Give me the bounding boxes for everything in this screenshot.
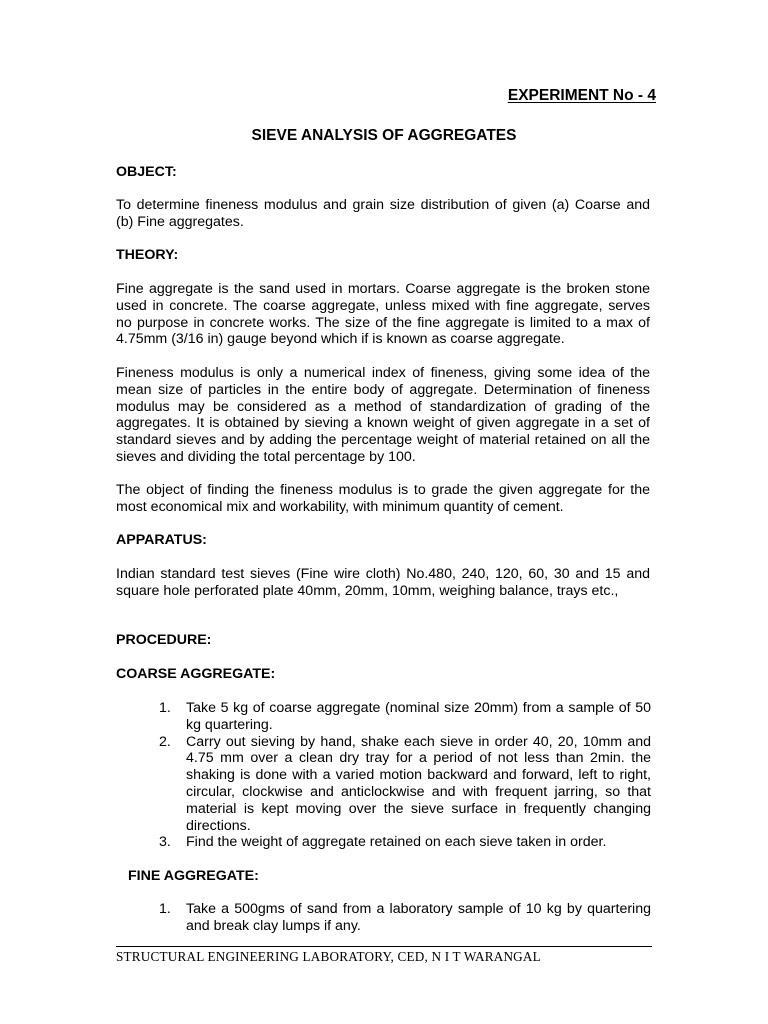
- step-text: Find the weight of aggregate retained on each sieve taken in order.: [186, 834, 607, 851]
- step-text: Carry out sieving by hand, shake each sieve in order 40, 20, 10mm and 4.75 mm over a clean dry tray for a period of not less than 2min. the shaking is done with a varied motion backward and forward, left to right, circular, clockwise and anticlockwise and with frequent jarring, so that material is kept moving over the sieve surface in frequently changing directions.: [186, 733, 651, 834]
- coarse-steps-list: [159, 700, 651, 851]
- list-item: [159, 700, 651, 734]
- step-text: Take 5 kg of coarse aggregate (nominal size 20mm) from a sample of 50 kg quartering.: [186, 700, 651, 733]
- experiment-number: EXPERIMENT No - 4: [507, 87, 656, 104]
- footer-divider: [116, 946, 652, 947]
- object-text: To determine fineness modulus and grain size distribution of given (a) Coarse and (b) Fine aggregates.: [116, 197, 650, 230]
- theory-paragraph-2: Fineness modulus is only a numerical index of fineness, giving some idea of the mean size of particles in the entire body of aggregate. Determination of fineness modulus may be considered as a method of standardization of grading of the aggregates. It is obtained by sieving a known weight of given aggregate in a set of standard sieves and by adding the percentage weight of material retained on all the sieves and dividing the total percentage by 100.: [116, 365, 650, 465]
- apparatus-text: Indian standard test sieves (Fine wire cloth) No.480, 240, 120, 60, 30 and 15 and square hole perforated plate 40mm, 20mm, 10mm, weighing balance, trays etc.,: [116, 566, 650, 599]
- coarse-aggregate-heading: COARSE AGGREGATE:: [116, 666, 276, 682]
- list-item: [159, 834, 651, 851]
- step-number: 3.: [159, 834, 171, 851]
- fine-aggregate-heading: FINE AGGREGATE:: [128, 868, 259, 884]
- step-number: 2.: [159, 733, 171, 750]
- document-page: [116, 0, 656, 1024]
- theory-heading: THEORY:: [116, 247, 179, 263]
- list-item: [159, 901, 651, 935]
- apparatus-heading: APPARATUS:: [116, 532, 207, 548]
- theory-paragraph-3: The object of finding the fineness modulus is to grade the given aggregate for the most economical mix and workability, with minimum quantity of cement.: [116, 482, 650, 515]
- theory-paragraph-1: Fine aggregate is the sand used in mortars. Coarse aggregate is the broken stone used in concrete. The coarse aggregate, unless mixed with fine aggregate, serves no purpose in concrete works. The size of the fine aggregate is limited to a max of 4.75mm (3/16 in) gauge beyond which if is known as coarse aggregate.: [116, 281, 650, 348]
- document-title: SIEVE ANALYSIS OF AGGREGATES: [251, 127, 517, 144]
- procedure-heading: PROCEDURE:: [116, 632, 212, 648]
- step-text: Take a 500gms of sand from a laboratory sample of 10 kg by quartering and break clay lumps if any.: [186, 901, 651, 934]
- step-number: 1.: [159, 700, 171, 716]
- footer-text: STRUCTURAL ENGINEERING LABORATORY, CED, N I T WARANGAL: [116, 949, 541, 964]
- object-heading: OBJECT:: [116, 164, 177, 180]
- step-number: 1.: [159, 901, 171, 917]
- fine-steps-list: [159, 901, 651, 935]
- list-item: [159, 734, 651, 835]
